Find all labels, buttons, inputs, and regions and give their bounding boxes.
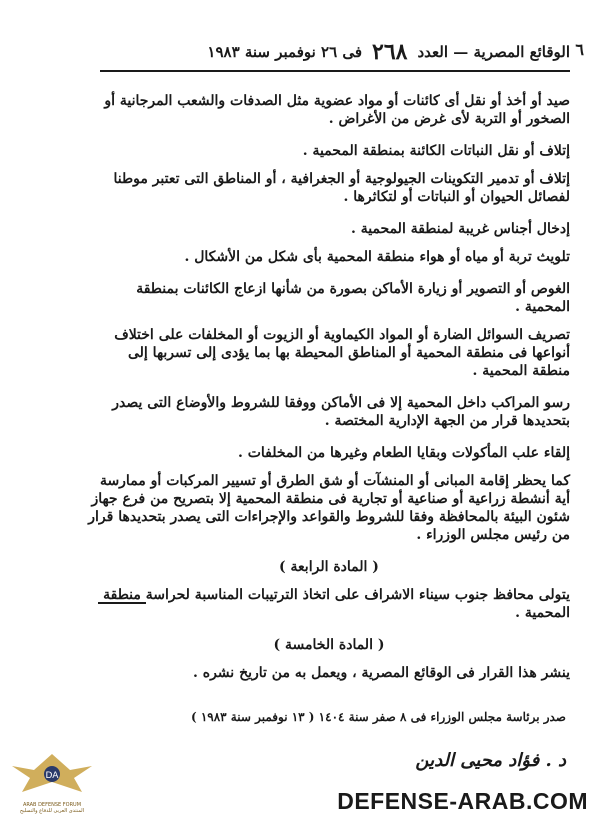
paragraph: إدخال أجناس غريبة لمنطقة المحمية . xyxy=(350,221,570,237)
site-watermark: DEFENSE-ARAB.COM xyxy=(337,788,588,814)
forum-logo xyxy=(4,748,100,814)
article-4-text: يتولى محافظ جنوب سيناء الاشراف على اتخاذ الترتيبات المناسبة لحراسة منطقة المحمية . xyxy=(103,587,570,621)
paragraph: صيد أو أخذ أو نقل أى كائنات أو مواد عضوية مثل الصدفات والشعب المرجانية أو الصخور أو التربة لأى غرض من الأغراض . xyxy=(104,93,570,127)
issue-date: فى ٢٦ نوفمبر سنة ١٩٨٣ xyxy=(207,43,363,61)
issuance-note: صدر برئاسة مجلس الوزراء فى ٨ صفر سنة ١٤٠٤ ( ١٣ نوفمبر سنة ١٩٨٣ ) xyxy=(190,710,566,724)
signature: د . فؤاد محيى الدين xyxy=(415,750,566,771)
logo-caption: ARAB DEFENSE FORUM المنتدى العربى للدفاع والتسليح xyxy=(19,802,85,814)
paragraph: إتلاف أو تدمير التكوينات الجيولوجية أو الجغرافية ، أو المناطق التى تعتبر موطنا لفصائل الحيوان أو النباتات أو لتكاثرها . xyxy=(113,171,570,205)
journal-name: الوقائع المصرية — العدد xyxy=(417,43,570,61)
paragraph: تصريف السوائل الضارة أو المواد الكيماوية أو الزيوت أو المخلفات على اختلاف أنواعها فى منطقة المحمية أو المناطق المحيطة بها بما يؤدى إلى تسربها إلى منطقة المحمية . xyxy=(114,327,570,379)
header-rule xyxy=(100,70,570,72)
paragraph: إلقاء علب المأكولات وبقايا الطعام وغيرها من المخلفات . xyxy=(237,445,570,461)
paragraph: الغوص أو التصوير أو زيارة الأماكن بصورة من شأنها ازعاج الكائنات بمنطقة المحمية . xyxy=(136,281,570,315)
article-4-heading: ( المادة الرابعة ) xyxy=(279,559,379,575)
document-body xyxy=(88,92,570,696)
paragraph: كما يحظر إقامة المبانى أو المنشآت أو شق الطرق أو تسيير المركبات أو ممارسة أية أنشطة زراعية أو صناعية أو تجارية فى منطقة المحمية إلا بتصريح من فرع جهاز شئون البيئة بالمحافظة وفقا للشروط والقواعد والإجراءات التى يصدر بتحديدها قرار من رئيس مجلس الوزراء . xyxy=(88,473,570,543)
article-5-heading: ( المادة الخامسة ) xyxy=(273,637,385,653)
svg-text:DA: DA xyxy=(45,771,59,781)
page-header xyxy=(80,38,584,66)
eagle-emblem-icon xyxy=(4,748,100,804)
article-5-text: ينشر هذا القرار فى الوقائع المصرية ، ويعمل به من تاريخ نشره . xyxy=(193,665,570,681)
page-number: ٦ xyxy=(575,40,584,59)
separator-rule xyxy=(98,602,146,604)
paragraph: رسو المراكب داخل المحمية إلا فى الأماكن ووفقا للشروط والأوضاع التى يصدر بتحديدها قرار من الجهة الإدارية المختصة . xyxy=(112,395,570,429)
paragraph: إتلاف أو نقل النباتات الكائنة بمنطقة المحمية . xyxy=(302,143,570,159)
paragraph: تلويث تربة أو مياه أو هواء منطقة المحمية بأى شكل من الأشكال . xyxy=(184,249,570,265)
issue-number: ٢٦٨ xyxy=(372,39,408,65)
